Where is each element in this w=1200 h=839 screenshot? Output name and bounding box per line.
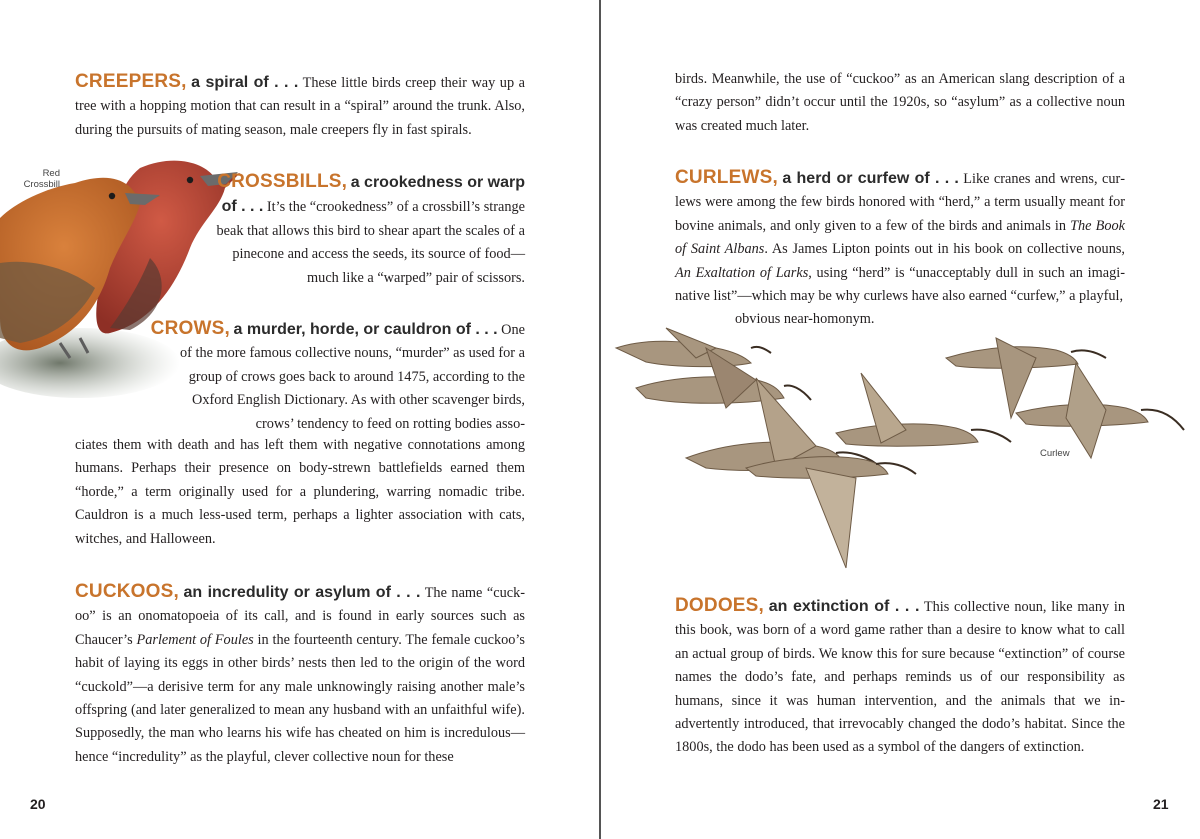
- cuckoos-continued: [675, 68, 1125, 138]
- crossbills-entry: [205, 170, 525, 290]
- curlews-term: CURLEWS,: [675, 167, 778, 188]
- crossbills-collective: a crookedness or warp of . . .: [221, 174, 525, 216]
- dodoes-text: This collective noun, like many in this book, was born of a word game rather than a desire to know what to call an actual group of birds. We know this for sure because “extinction” of course names the dodo’s fate, and perhaps reminds us of our responsibility as humans, since it was human intervention, and the animals that we inadvertently introduced, that irrevocably changed the dodo’s habitat. Since the 1800s, the dodo has been used as a symbol of the dangers of extinction.: [675, 599, 1125, 756]
- curlew-flock-illustration: [606, 318, 1196, 578]
- crows-text-a: One of the more famous collective nouns, “murder” as used for a group of crows goes back to around 1475, according to the Oxford English Dictionary. As with other scavenger birds, crows’ tendency to feed on rotting bodies asso-: [180, 322, 525, 432]
- curlew-bird-5: [836, 373, 1011, 446]
- right-page: [601, 0, 1200, 839]
- cuckoos-term: CUCKOOS,: [75, 581, 179, 602]
- cuckoos-collective: an incredulity or asylum of . . .: [183, 584, 421, 601]
- curlew-bird-7: [1016, 363, 1184, 458]
- page-number-left: 20: [30, 796, 46, 812]
- creepers-collective: a spiral of . . .: [191, 74, 299, 91]
- curlews-text-b: . As James Lipton points out in his book on collective nouns,: [764, 241, 1125, 258]
- curlews-text-a: Like cranes and wrens, curlews were among the few birds honored with “herd,” a term usually meant for bovine animals, and only given to a few of the birds and animals in: [675, 171, 1125, 234]
- creepers-entry: [75, 70, 525, 142]
- curlews-italic-a: The Book of Saint Albans: [675, 217, 1125, 258]
- cuckoos-entry: [75, 580, 525, 769]
- cuckoos-continued-text: birds. Meanwhile, the use of “cuckoo” as an American slang description of a “crazy person” didn’t occur until the 1920s, so “asylum” as a collective noun was created much later.: [675, 71, 1125, 134]
- dodoes-term: DODOES,: [675, 595, 765, 616]
- crossbill-caption: Red Crossbill: [23, 168, 60, 190]
- dodoes-entry: [675, 594, 1125, 760]
- crows-text-b: ciates them with death and has left them with negative connotations among humans. Perhaps their presence on body-strewn battlefields earned them “horde,” a term originally used for a plundering, warring nomadic tribe. Cauldron is a much less-used term, perhaps a lighter association with cats, witches, and Halloween.: [75, 437, 525, 547]
- cuckoos-text-a: The name “cuckoo” is an onomatopoeia of its call, and is found in early sources such as Chaucer’s: [75, 585, 526, 648]
- crossbills-text: It’s the “crookedness” of a crossbill’s strange beak that allows this bird to shear apart the scales of a pinecone and access the seeds, its source of food—much like a “warped” pair of scissors.: [216, 199, 525, 286]
- curlews-collective: a herd or curfew of . . .: [782, 170, 959, 187]
- cuckoos-text-b: in the fourteenth century. The female cuckoo’s habit of laying its eggs in other birds’ nests then led to the origin of the word “cuckold”—a derisive term for any male unknowingly raising another male’s offspring (and later generalized to mean any husband with an unfaithful wife). Supposedly, the man who learns his wife has cheated on him is incredulous—hence “incredulity” as the playful, clever collective noun for these: [75, 631, 525, 765]
- crows-collective: a murder, horde, or cauldron of . . .: [233, 321, 498, 338]
- crows-entry-b: [75, 434, 525, 551]
- curlew-bird-4: [746, 457, 916, 568]
- cuckoos-italic: Parlement of Foules: [136, 631, 254, 648]
- crows-entry-a: [150, 317, 525, 436]
- page-number-right: 21: [1153, 796, 1169, 812]
- crossbills-term: CROSSBILLS,: [217, 171, 348, 192]
- creepers-term: CREEPERS,: [75, 71, 187, 92]
- creepers-text: These little birds creep their way up a tree with a hopping motion that can result in a “spiral” around the trunk. Also, during the pursuits of mating season, male creepers fly in fast spirals.: [75, 75, 526, 138]
- curlew-bird-1: [616, 328, 771, 367]
- crows-term: CROWS,: [150, 318, 230, 339]
- curlews-text-d: obvious near-homonym.: [735, 311, 875, 327]
- curlews-text-c: , using “herd” is “unacceptably dull in such an imaginative list”—which may be why curlews have also earned “curfew,” a playful,: [675, 264, 1125, 305]
- curlews-entry-a: [675, 166, 1125, 308]
- dodoes-collective: an extinction of . . .: [768, 598, 920, 615]
- curlews-italic-b: An Exaltation of Larks: [675, 264, 809, 281]
- curlew-caption: Curlew: [1040, 448, 1070, 459]
